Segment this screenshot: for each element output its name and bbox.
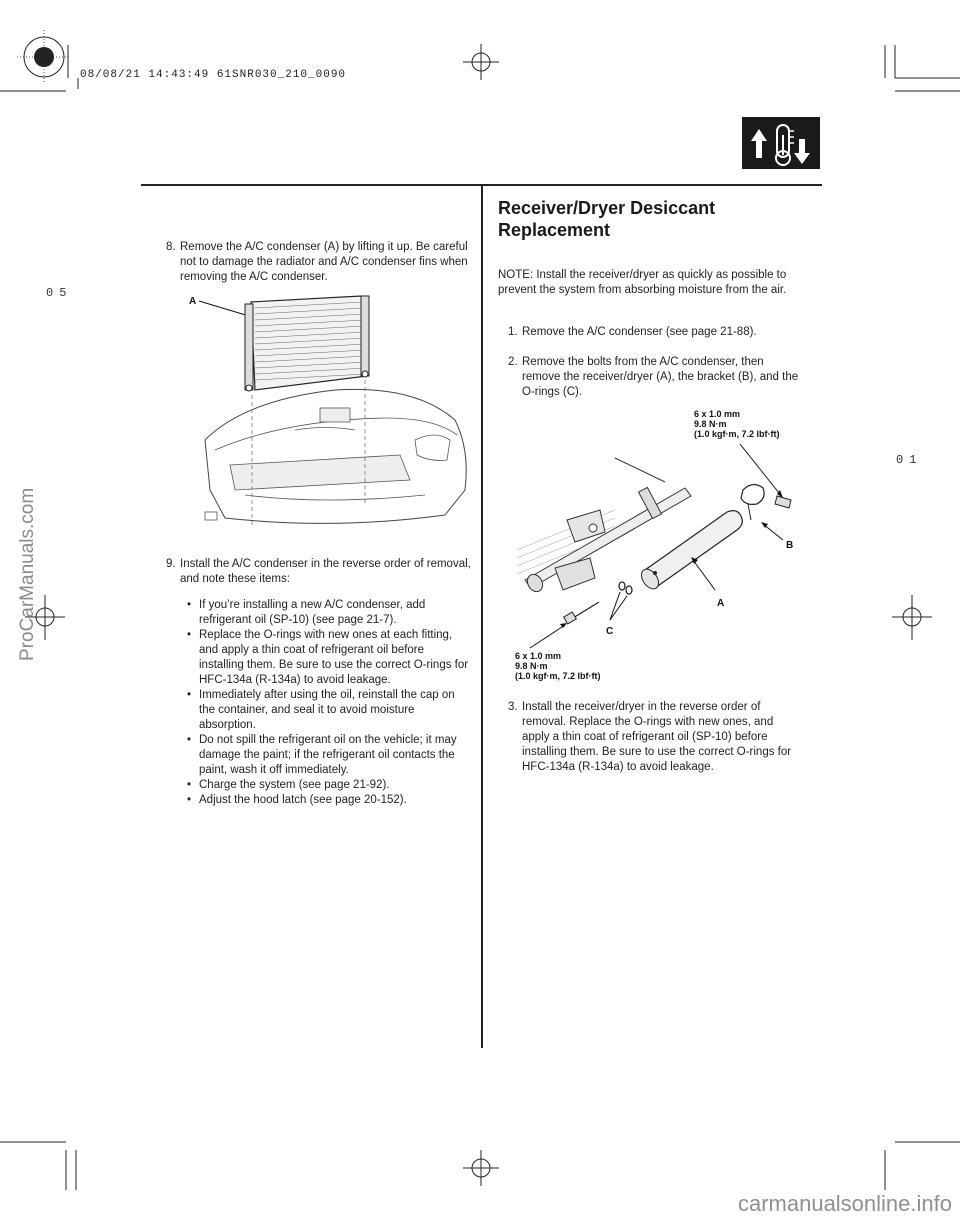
step-number: 2. (508, 356, 518, 368)
watermark-carmanualsonline: carmanualsonline.info (737, 1191, 952, 1216)
torque-spec-top (694, 409, 780, 439)
torque-nm: 9.8 N·m (694, 419, 727, 429)
reinstall-notes-list (184, 598, 469, 808)
section-title (498, 197, 798, 241)
list-item: • Adjust the hood latch (see page 20-152). (184, 793, 469, 808)
section-title-line-1: Receiver/Dryer Desiccant (498, 198, 716, 218)
step-text: Install the receiver/dryer in the reverse order of removal. Replace the O-rings with new ones, and apply a thin coat of refrigerant oil (SP-10) before installing them. Be sure to use the correct O-rings for HFC-134a (R-134a) to avoid leakage. (522, 701, 792, 773)
torque-spec-bottom (515, 651, 601, 681)
list-item: • If you’re installing a new A/C condenser, add refrigerant oil (SP-10) (see page 21-7). (184, 598, 469, 628)
condenser-removal-figure (185, 290, 475, 530)
step-text: Install the A/C condenser in the reverse order of removal, and note these items: (180, 558, 471, 585)
step-text: Remove the bolts from the A/C condenser, then remove the receiver/dryer (A), the bracket (B), and the O-rings (C). (522, 356, 799, 398)
step-number: 3. (508, 701, 518, 713)
list-item: • Immediately after using the oil, reinstall the cap on the container, and seal it to avoid moisture absorption. (184, 688, 469, 733)
torque-kgf: (1.0 kgf·m, 7.2 lbf·ft) (694, 429, 780, 439)
install-note: NOTE: Install the receiver/dryer as quickly as possible to prevent the system from absorbing moisture from the air. (498, 269, 787, 296)
step-text: Remove the A/C condenser (A) by lifting it up. Be careful not to damage the radiator and A/C condenser fins when removing the A/C condenser. (180, 241, 468, 283)
registration-crosshair-top (463, 44, 499, 80)
figure-label-c: C (606, 626, 614, 637)
torque-size: 6 x 1.0 mm (694, 409, 741, 419)
print-timestamp: 08/08/21 14:43:49 61SNR030_210_0090 (80, 69, 347, 81)
step-text: Remove the A/C condenser (see page 21-88). (522, 326, 757, 338)
registration-target-top-left (17, 30, 71, 84)
figure-label-b: B (786, 540, 794, 551)
torque-nm: 9.8 N·m (515, 661, 548, 671)
torque-kgf: (1.0 kgf·m, 7.2 lbf·ft) (515, 671, 601, 681)
margin-page-number-left: 05 (46, 286, 73, 300)
margin-page-number-right: 01 (896, 453, 923, 467)
step-number: 9. (166, 558, 176, 570)
watermark-procarmanuals: ProCarManuals.com (17, 487, 38, 661)
section-title-line-2: Replacement (498, 220, 611, 240)
list-item: • Replace the O-rings with new ones at each fitting, and apply a thin coat of refrigerant oil before installing them. Be sure to use the correct O-rings for HFC-134a (R-134a) to avoid leakage. (184, 628, 469, 688)
step-number: 8. (166, 241, 176, 253)
thermometer-updown-icon (742, 117, 820, 169)
receiver-dryer-figure (505, 440, 805, 650)
registration-crosshair-right (892, 595, 932, 640)
step-number: 1. (508, 326, 518, 338)
figure-label-a: A (189, 296, 197, 307)
list-item: • Do not spill the refrigerant oil on the vehicle; it may damage the paint; if the refrigerant oil contacts the paint, wash it off immediately. (184, 733, 469, 778)
list-item: • Charge the system (see page 21-92). (184, 778, 469, 793)
registration-crosshair-bottom (463, 1150, 499, 1186)
column-divider (481, 186, 483, 1048)
figure-label-a: A (717, 598, 725, 609)
torque-size: 6 x 1.0 mm (515, 651, 562, 661)
